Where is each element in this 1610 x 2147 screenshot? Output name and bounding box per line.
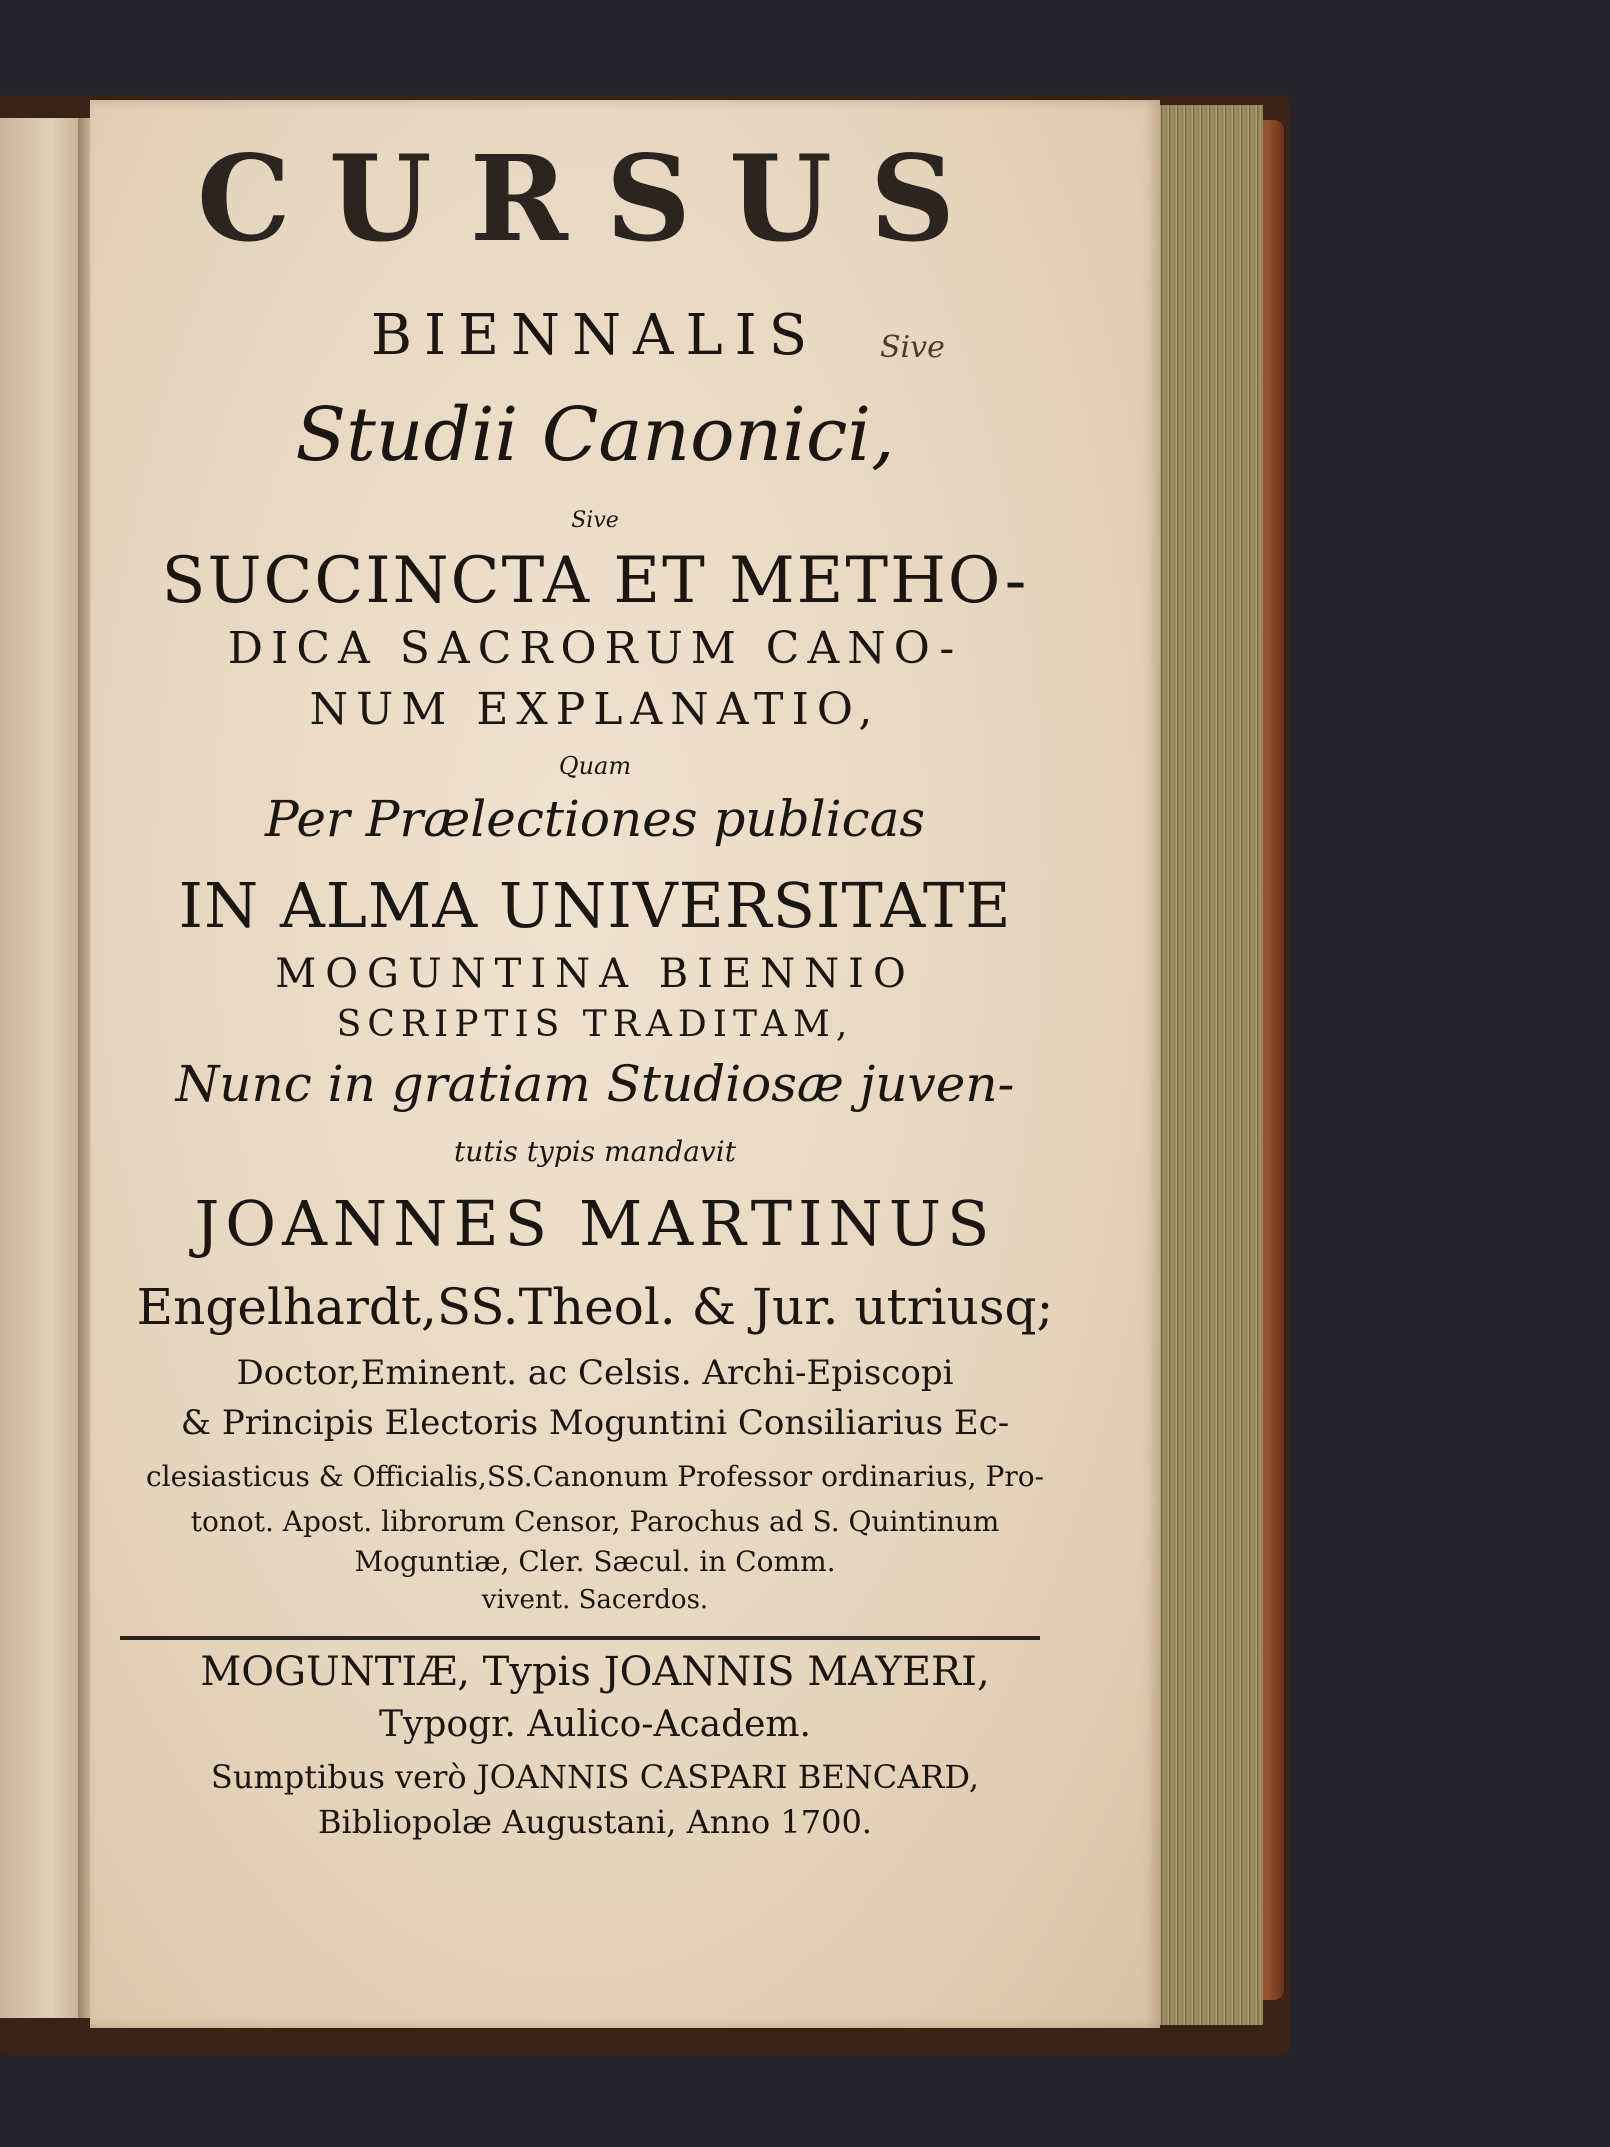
left-page bbox=[0, 118, 85, 2018]
author-title-3: clesiasticus & Officialis,SS.Canonum Professor ordinarius, Pro- bbox=[145, 1460, 1045, 1493]
imprint-line-1: MOGUNTIÆ, Typis JOANNIS MAYERI, bbox=[200, 1649, 990, 1695]
author-title-2: & Principis Electoris Moguntini Consiliarius Ec- bbox=[180, 1403, 1010, 1443]
author-title-6: vivent. Sacerdos. bbox=[481, 1585, 709, 1615]
subtitle-biennalis: BIENNALIS bbox=[370, 303, 820, 368]
author-title-5: Moguntiæ, Cler. Sæcul. in Comm. bbox=[354, 1545, 836, 1578]
connector-sive: Sive bbox=[571, 508, 619, 533]
connector-quam: Quam bbox=[558, 752, 632, 780]
subtitle-scriptis: SCRIPTIS TRADITAM, bbox=[336, 1004, 854, 1045]
subtitle-in-alma: IN ALMA UNIVERSITATE bbox=[178, 869, 1012, 942]
subtitle-succincta: SUCCINCTA ET METHO- bbox=[161, 544, 1029, 618]
author-name: JOANNES MARTINUS bbox=[194, 1187, 996, 1260]
imprint-line-2: Typogr. Aulico-Academ. bbox=[378, 1704, 812, 1745]
page-edges bbox=[1150, 105, 1263, 2025]
subtitle-moguntina: MOGUNTINA BIENNIO bbox=[275, 951, 915, 997]
imprint-line-3: Sumptibus verò JOANNIS CASPARI BENCARD, bbox=[210, 1758, 980, 1796]
subtitle-studii: Studii Canonici, bbox=[295, 392, 895, 478]
book-title: CURSUS bbox=[196, 129, 994, 268]
subtitle-num: NUM EXPLANATIO, bbox=[309, 684, 881, 735]
imprint-line-4: Bibliopolæ Augustani, Anno 1700. bbox=[318, 1803, 872, 1841]
author-title-4: tonot. Apost. librorum Censor, Parochus ad S. Quintinum bbox=[190, 1505, 1000, 1538]
author-title-1: Doctor,Eminent. ac Celsis. Archi-Episcopi bbox=[236, 1353, 954, 1393]
author-surname: Engelhardt,SS.Theol. & Jur. utriusq; bbox=[136, 1278, 1054, 1336]
subtitle-nunc: Nunc in gratiam Studiosæ juven- bbox=[175, 1055, 1015, 1113]
subtitle-dica: DICA SACRORUM CANO- bbox=[227, 623, 963, 674]
subtitle-per: Per Prælectiones publicas bbox=[264, 790, 926, 848]
handwritten-note: Sive bbox=[880, 330, 945, 365]
divider-rule bbox=[120, 1636, 1040, 1640]
subtitle-tutis: tutis typis mandavit bbox=[454, 1135, 736, 1168]
